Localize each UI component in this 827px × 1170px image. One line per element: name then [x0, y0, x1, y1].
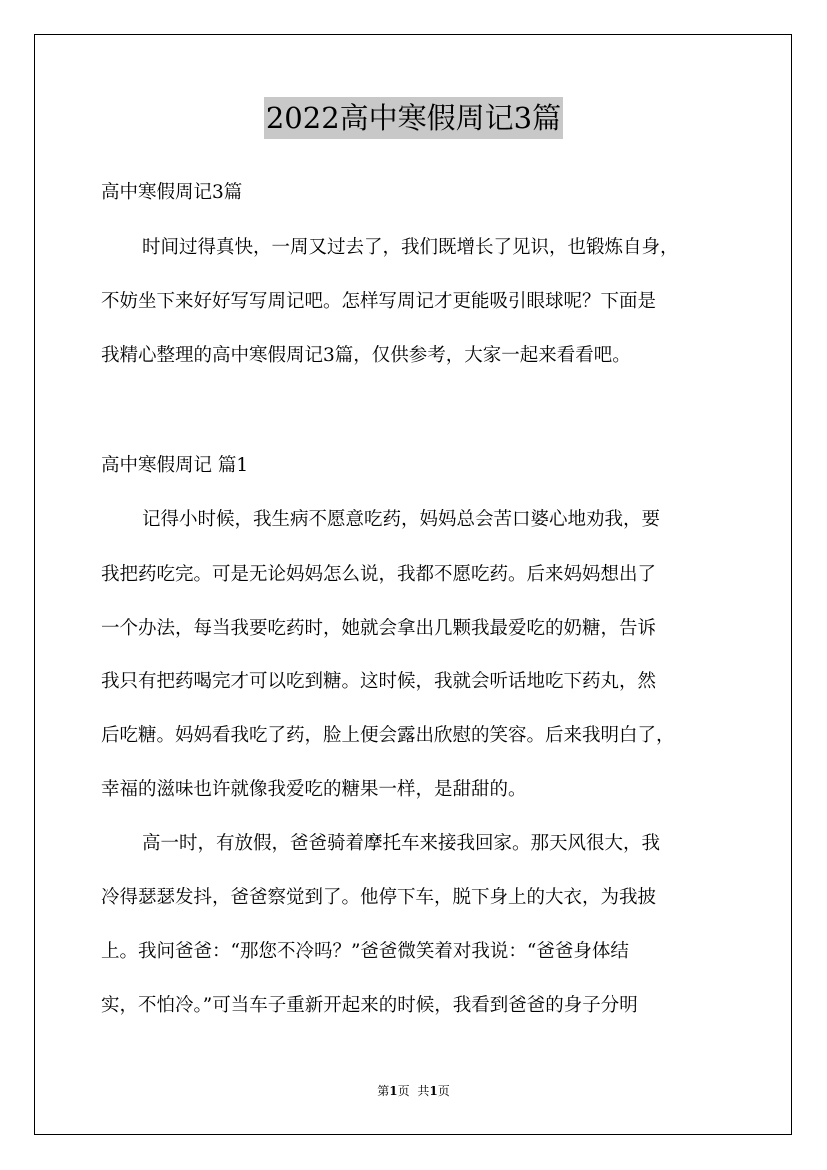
page-prefix: 第 — [377, 1084, 390, 1098]
page-number: 1 — [389, 1084, 398, 1098]
paragraph-line: 我把药吃完。可是无论妈妈怎么说，我都不愿吃药。后来妈妈想出了 — [101, 564, 657, 585]
intro-line: 我精心整理的高中寒假周记3篇，仅供参考，大家一起来看看吧。 — [101, 345, 631, 366]
paragraph-line: 幸福的滋味也许就像我爱吃的糖果一样，是甜甜的。 — [101, 779, 527, 800]
total-prefix: 共 — [417, 1084, 430, 1098]
paragraph-line: 上。我问爸爸：“那您不冷吗？”爸爸微笑着对我说：“爸爸身体结 — [101, 941, 629, 962]
intro-line: 时间过得真快，一周又过去了，我们既增长了见识，也锻炼自身， — [142, 237, 679, 258]
document-title: 2022高中寒假周记3篇 — [264, 97, 563, 139]
paragraph-line: 一个办法，每当我要吃药时，她就会拿出几颗我最爱吃的奶糖，告诉 — [101, 618, 657, 639]
total-suffix: 页 — [437, 1084, 450, 1098]
paragraph-line: 我只有把药喝完才可以吃到糖。这时候，我就会听话地吃下药丸，然 — [101, 671, 657, 692]
paragraph-line: 高一时，有放假，爸爸骑着摩托车来接我回家。那天风很大，我 — [142, 833, 661, 854]
paragraph-line: 记得小时候，我生病不愿意吃药，妈妈总会苦口婆心地劝我，要 — [142, 509, 661, 530]
page-footer — [0, 1083, 827, 1099]
intro-line: 不妨坐下来好好写写周记吧。怎样写周记才更能吸引眼球呢？下面是 — [101, 291, 657, 312]
total-pages: 1 — [429, 1084, 438, 1098]
paragraph-line: 实，不怕冷。”可当车子重新开起来的时候，我看到爸爸的身子分明 — [101, 995, 638, 1016]
paragraph-line: 后吃糖。妈妈看我吃了药，脸上便会露出欣慰的笑容。后来我明白了， — [101, 725, 675, 746]
document-subtitle: 高中寒假周记3篇 — [101, 182, 243, 203]
title-container — [0, 97, 827, 139]
section-heading: 高中寒假周记 篇1 — [101, 455, 249, 476]
paragraph-line: 冷得瑟瑟发抖，爸爸察觉到了。他停下车，脱下身上的大衣，为我披 — [101, 887, 657, 908]
page-suffix: 页 — [397, 1084, 410, 1098]
